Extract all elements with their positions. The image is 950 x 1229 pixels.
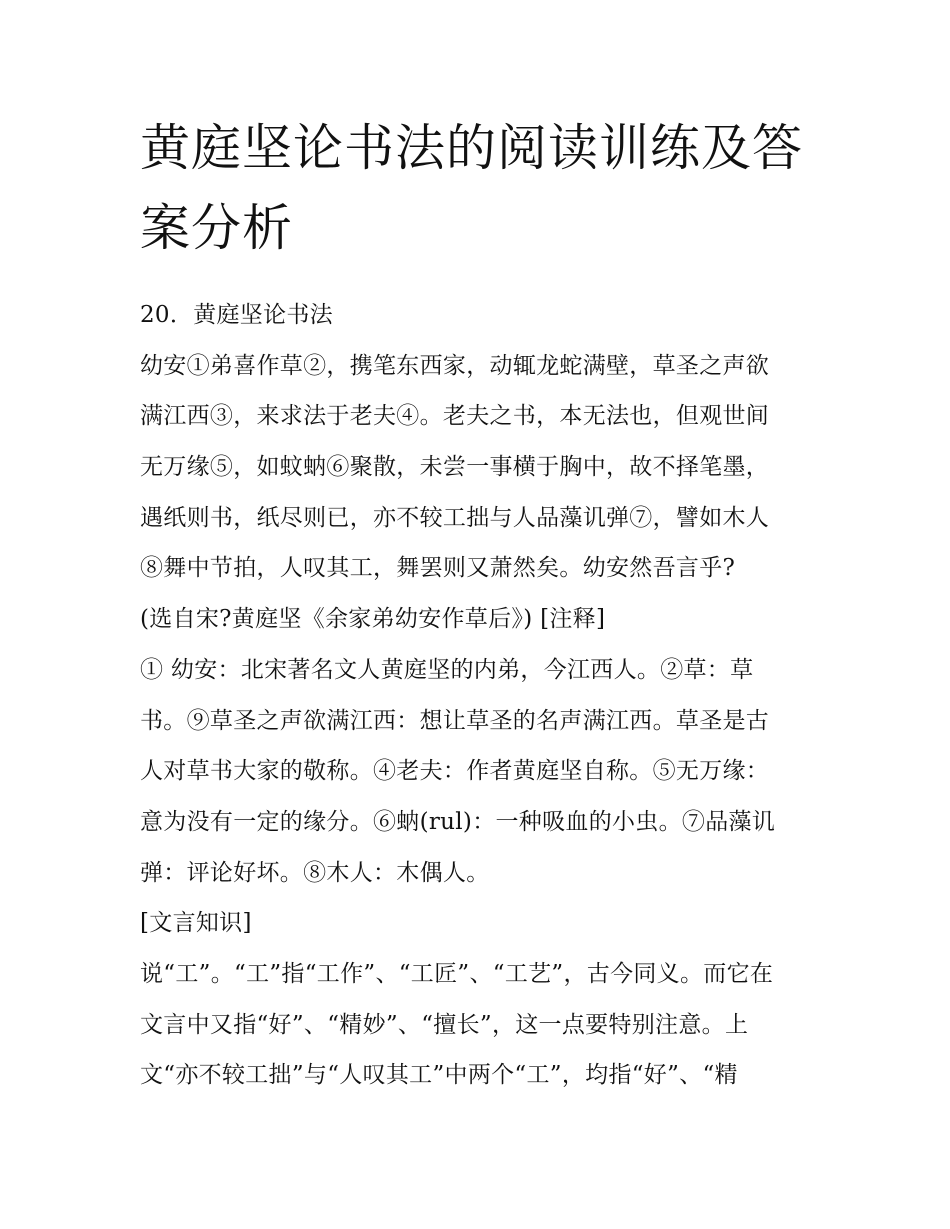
- knowledge-line: 说“工”。“工”指“工作”、“工匠”、“工艺”，古今同义。而它在: [140, 960, 774, 987]
- annotation-line: ① 幼安：北宋著名文人黄庭坚的内弟，今江西人。②草：草: [140, 656, 754, 683]
- annotation-line: 书。⑨草圣之声欲满江西：想让草圣的名声满江西。草圣是古: [140, 707, 770, 734]
- annotation-line: 人对草书大家的敬称。④老夫：作者黄庭坚自称。⑤无万缘：: [140, 758, 770, 785]
- annotation-line: 弹：评论好坏。⑧木人：木偶人。: [140, 859, 490, 886]
- title-line-2: 案分析: [140, 199, 293, 257]
- source-line: (选自宋?黄庭坚《余家弟幼安作草后》) [注释]: [140, 606, 606, 633]
- knowledge-heading: [文言知识]: [140, 910, 252, 937]
- passage-line: 遇纸则书，纸尽则已，亦不较工拙与人品藻讥弹⑦，譬如木人: [140, 504, 770, 531]
- title-line-1: 黄庭坚论书法的阅读训练及答: [140, 119, 803, 177]
- document-page: [140, 108, 820, 1101]
- document-title: [140, 108, 820, 268]
- knowledge-line: 文言中又指“好”、“精妙”、“擅长”，这一点要特别注意。上: [140, 1011, 749, 1038]
- document-body: [140, 290, 820, 1101]
- passage-line: ⑧舞中节拍，人叹其工，舞罢则又萧然矣。幼安然吾言乎?: [140, 555, 736, 582]
- annotation-line: 意为没有一定的缘分。⑥蚋(rul)：一种吸血的小虫。⑦品藻讥: [140, 808, 776, 835]
- passage-line: 满江西③，来求法于老夫④。老夫之书，本无法也，但观世间: [140, 403, 770, 430]
- section-heading: 20．黄庭坚论书法: [140, 302, 333, 328]
- passage-line: 幼安①弟喜作草②，携笔东西家，动辄龙蛇满壁，草圣之声欲: [140, 352, 770, 379]
- knowledge-line: 文“亦不较工拙”与“人叹其工”中两个“工”，均指“好”、“精: [140, 1062, 738, 1089]
- passage-line: 无万缘⑤，如蚊蚋⑥聚散，未尝一事横于胸中，故不择笔墨，: [140, 454, 770, 481]
